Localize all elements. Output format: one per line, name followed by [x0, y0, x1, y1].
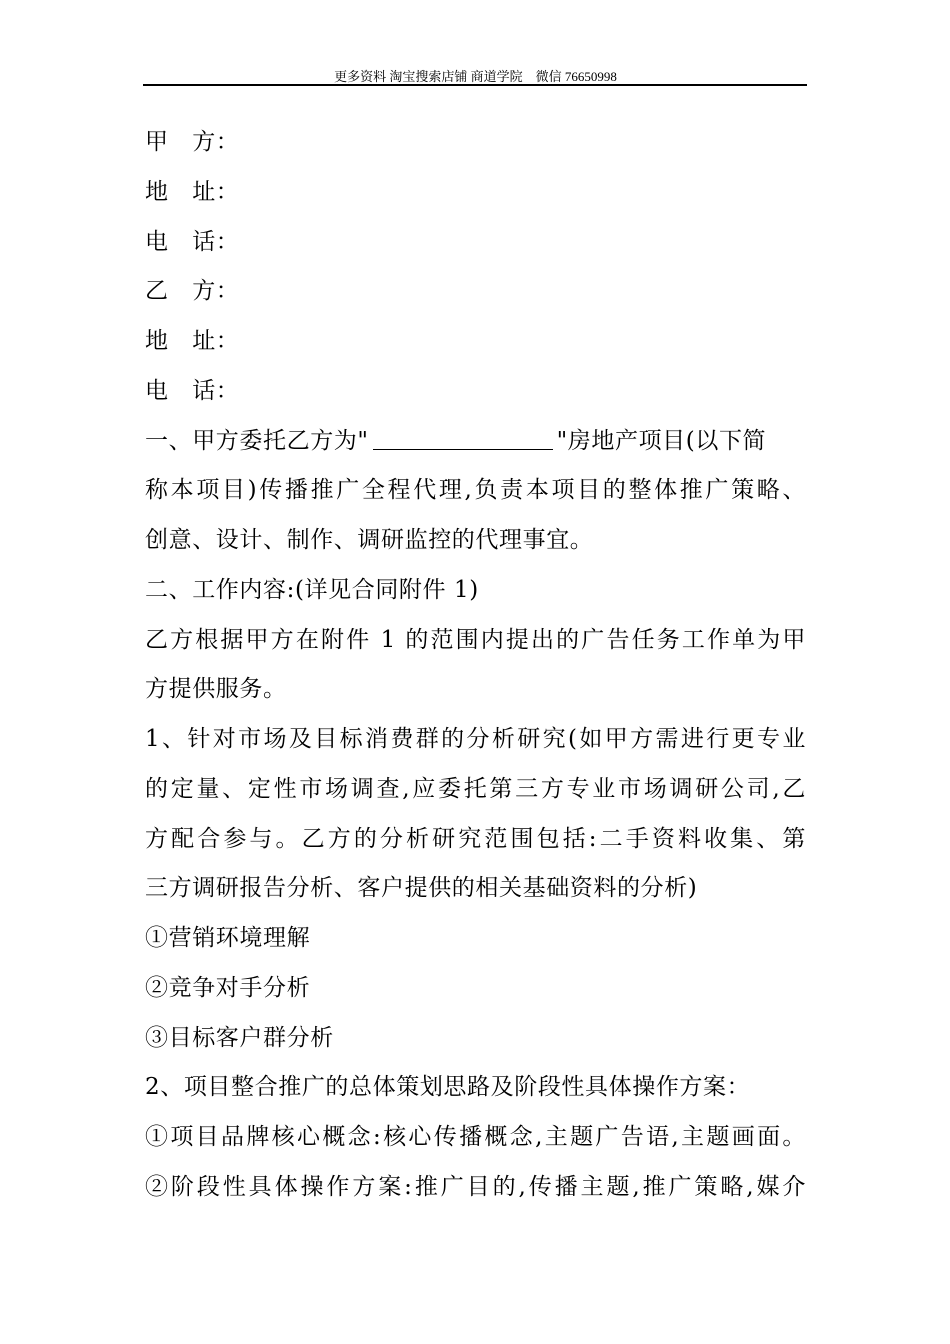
paragraph-line: 创意、设计、制作、调研监控的代理事宜。	[145, 527, 594, 553]
list-item: ②阶段性具体操作方案:推广目的,传播主题,推广策略,媒介	[145, 1173, 806, 1200]
paragraph-line: 的定量、定性市场调查,应委托第三方专业市场调研公司,乙	[145, 775, 806, 802]
paragraph-line: 三方调研报告分析、客户提供的相关基础资料的分析)	[145, 875, 698, 902]
party-b-label: 乙 方：	[145, 278, 240, 305]
document-body	[145, 118, 806, 1213]
page-header: 更多资料 淘宝搜索店铺 商道学院 微信 76650998	[334, 69, 617, 84]
clause-1-after: "房地产项目(以下简	[556, 427, 767, 454]
party-a-address-label: 地 址：	[145, 178, 240, 205]
header-rule	[143, 84, 807, 86]
clause-1-before: 一、甲方委托乙方为"	[145, 427, 369, 454]
list-item: ①项目品牌核心概念:核心传播概念,主题广告语,主题画面。	[145, 1124, 806, 1150]
paragraph-line: 方提供服务。	[145, 676, 287, 703]
project-name-blank	[373, 429, 553, 450]
list-item: ②竞争对手分析	[145, 974, 311, 1001]
paragraph-line: 乙方根据甲方在附件 1 的范围内提出的广告任务工作单为甲	[145, 626, 806, 653]
paragraph-line: 方配合参与。乙方的分析研究范围包括:二手资料收集、第	[145, 825, 806, 852]
paragraph-line: 1、针对市场及目标消费群的分析研究(如甲方需进行更专业	[145, 726, 806, 752]
paragraph-line: 2、项目整合推广的总体策划思路及阶段性具体操作方案：	[145, 1074, 751, 1101]
party-a-label: 甲 方：	[145, 129, 240, 155]
list-item: ①营销环境理解	[145, 925, 311, 951]
section-2-heading: 二、工作内容:(详见合同附件 1)	[145, 576, 479, 603]
party-b-phone-label: 电 话：	[145, 377, 240, 404]
party-a-phone-label: 电 话：	[145, 228, 240, 255]
party-b-address-label: 地 址：	[145, 328, 240, 354]
paragraph-line: 称本项目)传播推广全程代理,负责本项目的整体推广策略、	[145, 477, 806, 504]
list-item: ③目标客户群分析	[145, 1024, 334, 1051]
clause-1-line	[145, 417, 806, 467]
